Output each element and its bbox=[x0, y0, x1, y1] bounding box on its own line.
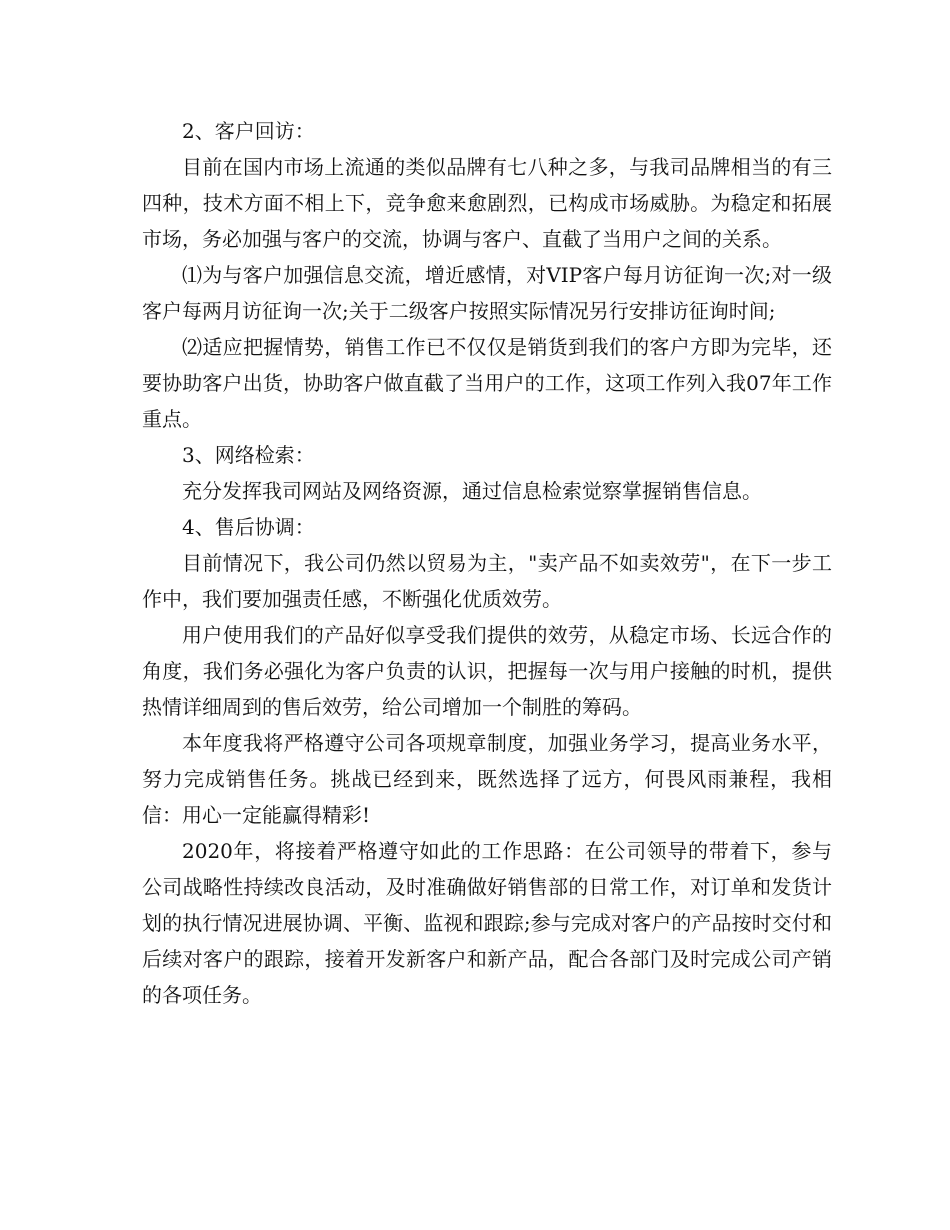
paragraph-after-sales: 目前情况下，我公司仍然以贸易为主，"卖产品不如卖效劳"，在下一步工作中，我们要加强责任感，不断强化优质效劳。 bbox=[142, 551, 832, 611]
paragraph-visit-item-2: ⑵适应把握情势，销售工作已不仅仅是销货到我们的客户方即为完毕，还要协助客户出货，协助客户做直截了当用户的工作，这项工作列入我07年工作重点。 bbox=[142, 335, 832, 431]
paragraph-market-situation: 目前在国内市场上流通的类似品牌有七八种之多，与我司品牌相当的有三四种，技术方面不相上下，竞争愈来愈剧烈，已构成市场威胁。为稳定和拓展市场，务必加强与客户的交流，协调与客户、直截了当用户之间的关系。 bbox=[142, 155, 832, 251]
paragraph-user-service: 用户使用我们的产品好似享受我们提供的效劳，从稳定市场、长远合作的角度，我们务必强化为客户负责的认识，把握每一次与用户接触的时机，提供热情详细周到的售后效劳，给公司增加一个制胜的筹码。 bbox=[142, 623, 832, 719]
heading-network-search: 3、网络检索： bbox=[182, 443, 315, 467]
heading-after-sales: 4、售后协调： bbox=[182, 515, 315, 539]
document-body bbox=[142, 113, 832, 1013]
heading-customer-visit: 2、客户回访： bbox=[182, 119, 315, 143]
paragraph-network-search: 充分发挥我司网站及网络资源，通过信息检索觉察掌握销售信息。 bbox=[182, 479, 762, 503]
paragraph-annual-goal: 本年度我将严格遵守公司各项规章制度，加强业务学习，提高业务水平，努力完成销售任务。挑战已经到来，既然选择了远方，何畏风雨兼程，我相信：用心一定能赢得精彩! bbox=[142, 731, 832, 827]
paragraph-visit-item-1: ⑴为与客户加强信息交流，增近感情，对VIP客户每月访征询一次;对一级客户每两月访征询一次;关于二级客户按照实际情况另行安排访征询时间; bbox=[142, 263, 832, 323]
paragraph-2020-plan: 2020年，将接着严格遵守如此的工作思路：在公司领导的带着下，参与公司战略性持续改良活动，及时准确做好销售部的日常工作，对订单和发货计划的执行情况进展协调、平衡、监视和跟踪;参与完成对客户的产品按时交付和后续对客户的跟踪，接着开发新客户和新产品，配合各部门及时完成公司产销的各项任务。 bbox=[142, 839, 832, 1007]
